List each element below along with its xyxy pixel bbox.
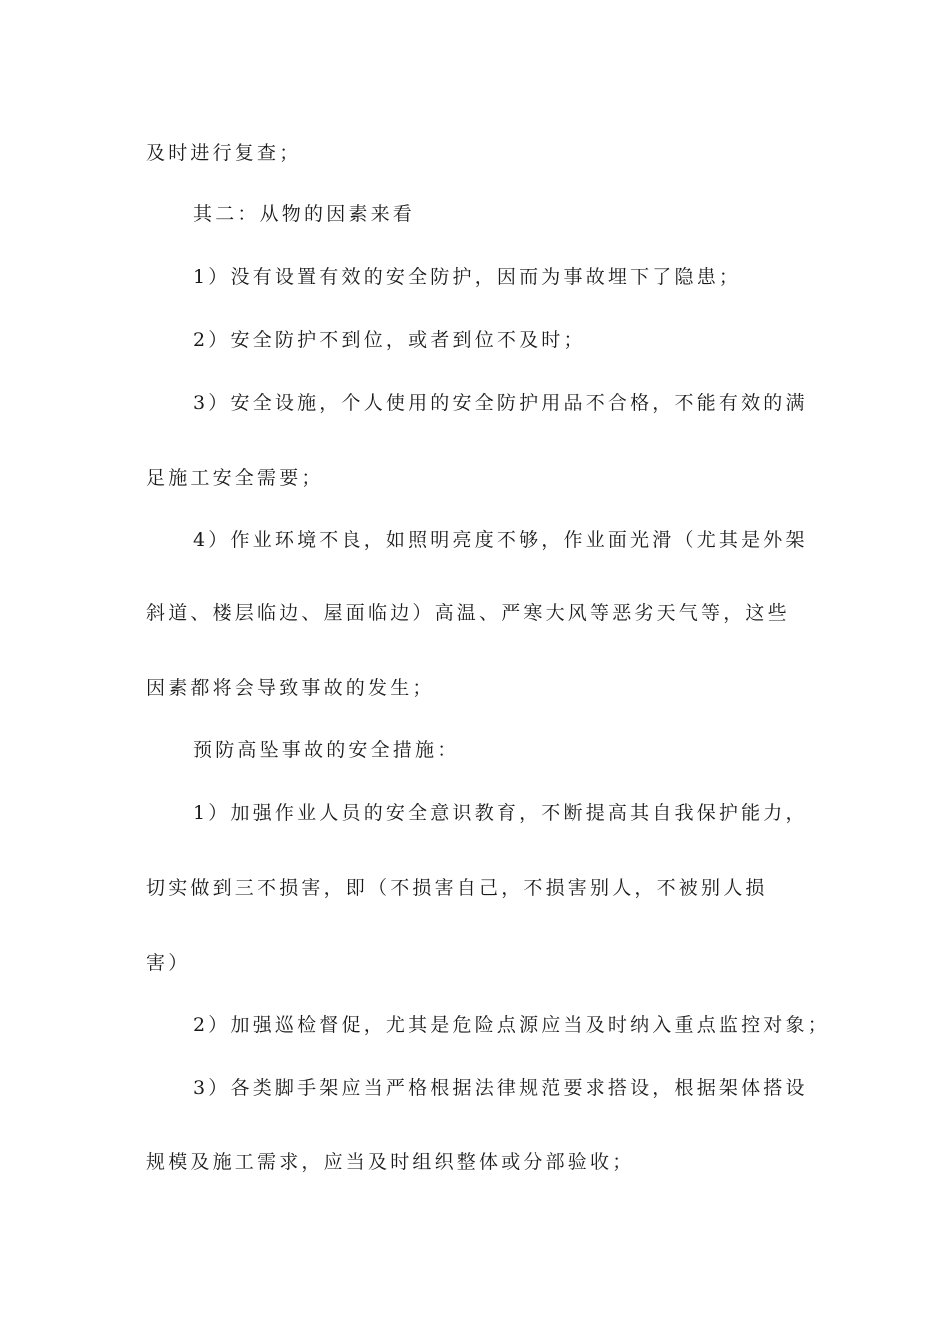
- text-line: 害）: [146, 952, 191, 974]
- list-item: 2）安全防护不到位，或者到位不及时；: [193, 329, 586, 351]
- section-heading: 预防高坠事故的安全措施：: [193, 739, 460, 761]
- text-line: 规模及施工需求，应当及时组织整体或分部验收；: [146, 1151, 635, 1173]
- text-line: 切实做到三不损害，即（不损害自己，不损害别人，不被别人损: [146, 877, 768, 899]
- text-line: 足施工安全需要；: [146, 467, 324, 489]
- text-line: 因素都将会导致事故的发生；: [146, 677, 435, 699]
- section-heading: 其二：从物的因素来看: [193, 203, 416, 225]
- list-item: 1）加强作业人员的安全意识教育，不断提高其自我保护能力，: [193, 802, 808, 824]
- list-item: 3）各类脚手架应当严格根据法律规范要求搭设，根据架体搭设: [193, 1077, 808, 1099]
- list-item: 4）作业环境不良，如照明亮度不够，作业面光滑（尤其是外架: [193, 529, 808, 551]
- text-line: 及时进行复查；: [146, 142, 302, 164]
- list-item: 2）加强巡检督促，尤其是危险点源应当及时纳入重点监控对象；: [193, 1014, 830, 1036]
- text-line: 斜道、楼层临边、屋面临边）高温、严寒大风等恶劣天气等，这些: [146, 602, 790, 624]
- list-item: 3）安全设施，个人使用的安全防护用品不合格，不能有效的满: [193, 392, 808, 414]
- list-item: 1）没有设置有效的安全防护，因而为事故埋下了隐患；: [193, 266, 742, 288]
